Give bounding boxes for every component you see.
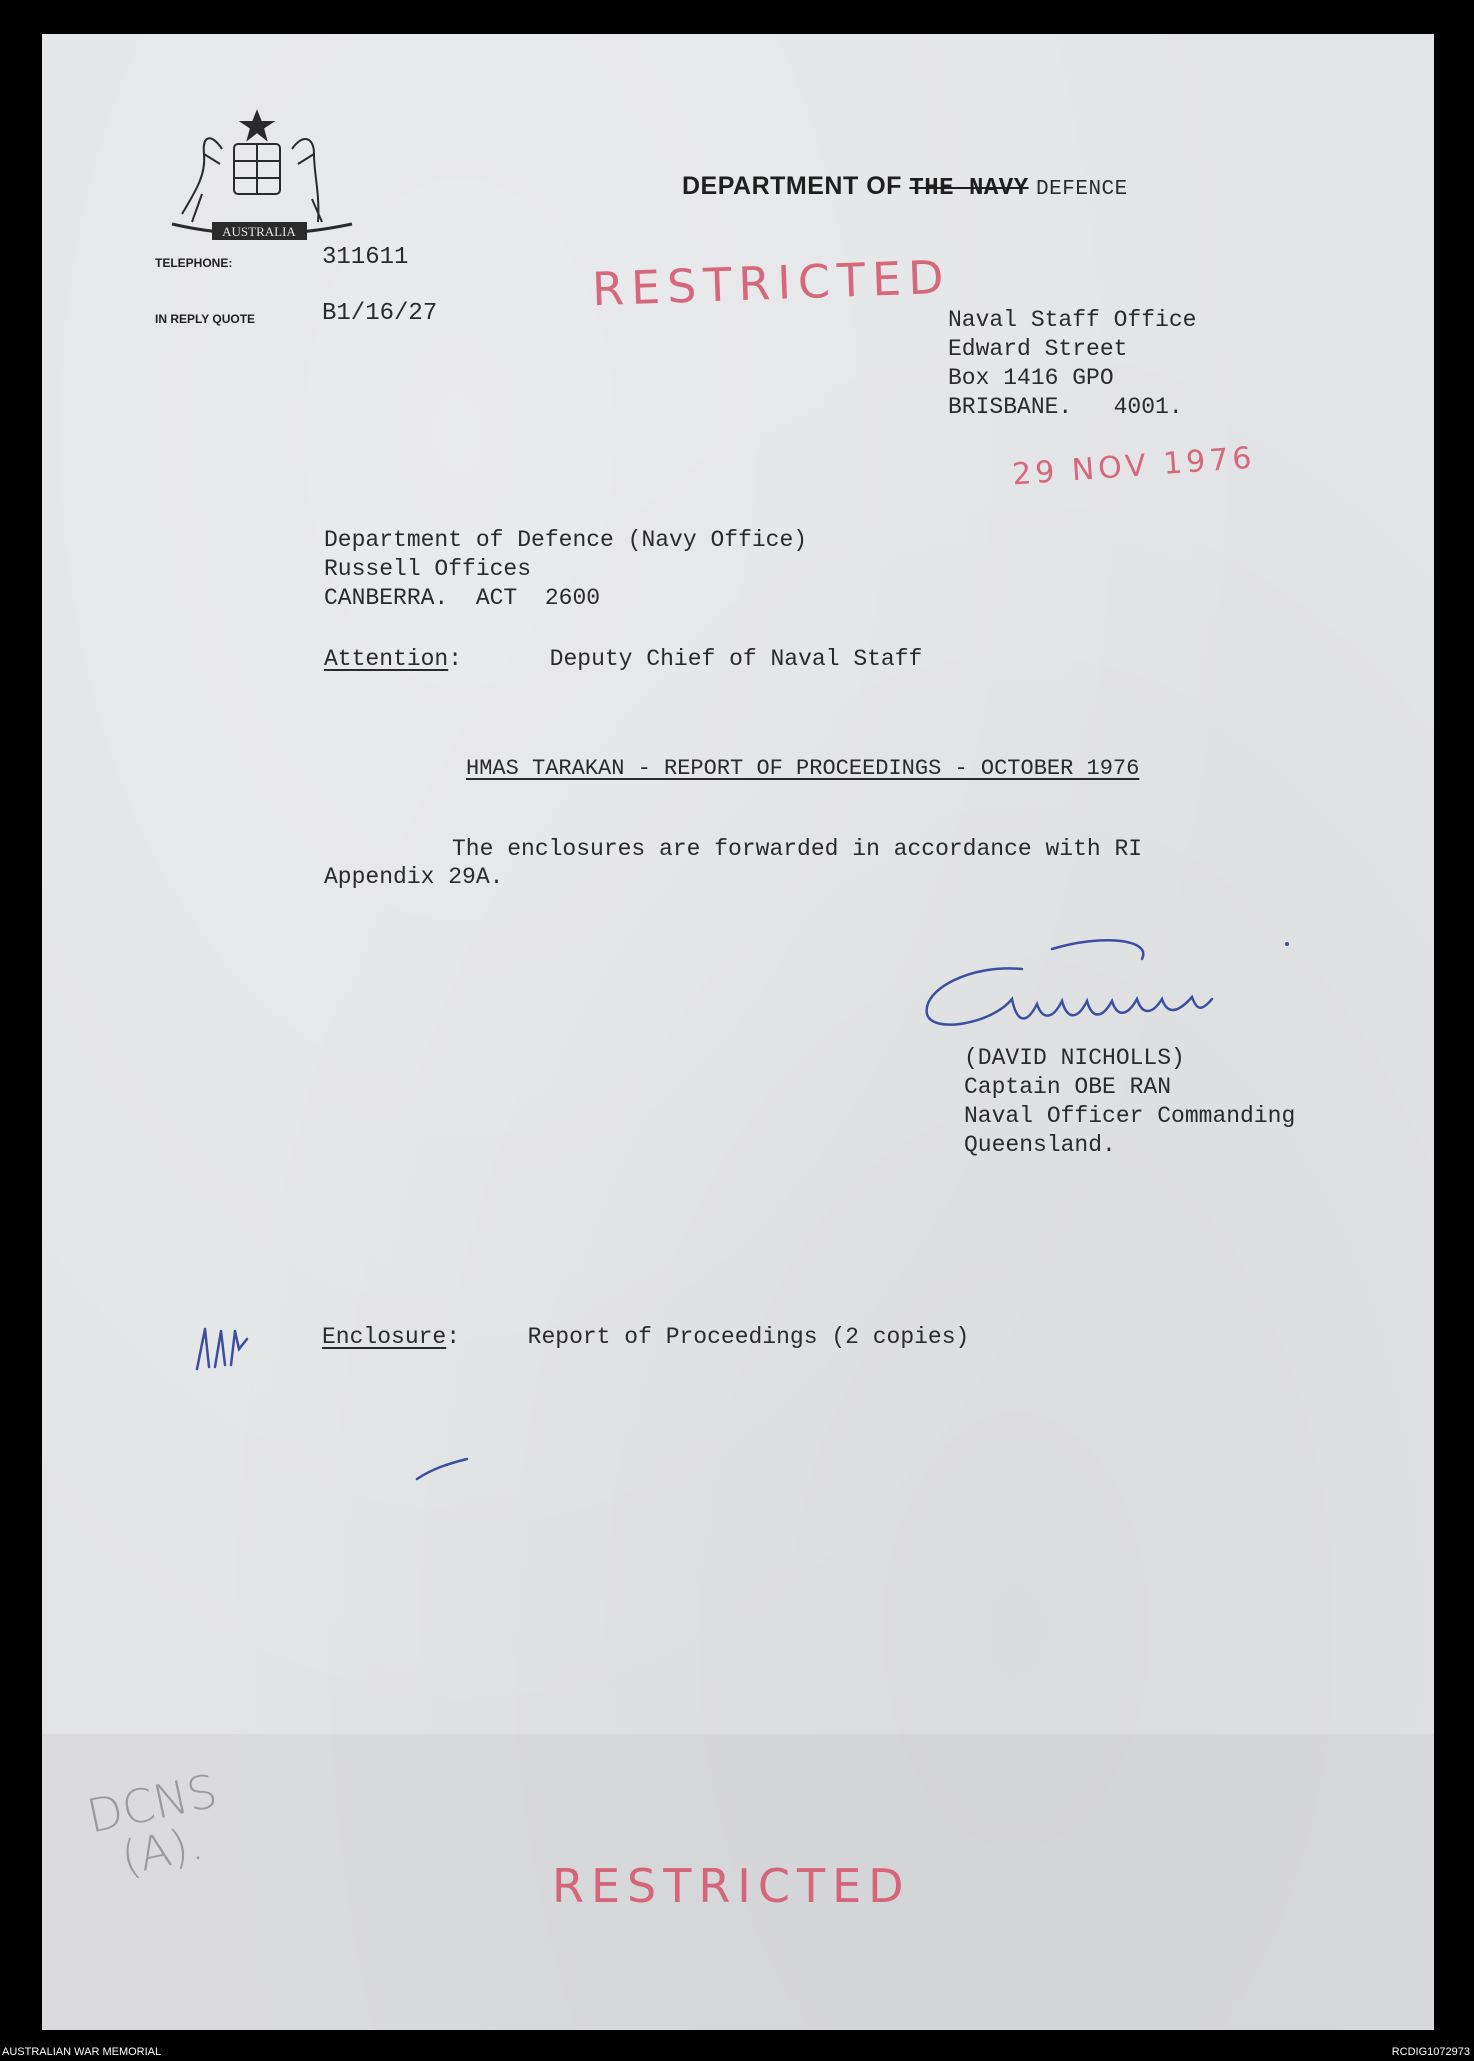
sender-address (948, 306, 1196, 422)
signatory-rank: Captain OBE RAN (964, 1074, 1172, 1100)
department-prefix: DEPARTMENT OF (682, 172, 902, 200)
enclosure-label: Enclosure (322, 1324, 447, 1350)
body-text-line: The enclosures are forwarded in accordance with RI (452, 836, 1143, 862)
sender-address-line: Edward Street (948, 336, 1128, 362)
restricted-stamp-top: RESTRICTED (591, 249, 952, 317)
department-suffix: DEFENCE (1036, 178, 1128, 201)
body-text-line: Appendix 29A. (324, 864, 504, 890)
footer-record-id: RCDIG1072973 (1391, 2046, 1470, 2058)
pencil-margin-note: DCNS (A). (82, 1763, 222, 1886)
recipient-address (324, 526, 807, 613)
footer-archive-name: AUSTRALIAN WAR MEMORIAL (2, 2046, 162, 2058)
signature-block (964, 1044, 1295, 1160)
telephone-value: 311611 (322, 244, 409, 271)
signatory-title: Naval Officer Commanding (964, 1103, 1296, 1129)
subject-line: HMAS TARAKAN - REPORT OF PROCEEDINGS - OCTOBER 1976 (466, 756, 1140, 781)
handwritten-initials (187, 1319, 257, 1379)
enclosure-line: Enclosure: Report of Proceedings (2 copies) (322, 1324, 970, 1350)
recipient-address-line: Department of Defence (Navy Office) (324, 527, 808, 553)
recipient-address-line: Russell Offices (324, 556, 532, 582)
australia-coat-of-arms-icon (142, 104, 382, 254)
reply-quote-label: IN REPLY QUOTE (155, 312, 256, 326)
enclosure-value: Report of Proceedings (2 copies) (527, 1324, 970, 1350)
signatory-region: Queensland. (964, 1132, 1116, 1158)
sender-address-line: Naval Staff Office (948, 307, 1197, 333)
sender-address-line: BRISBANE. 4001. (948, 394, 1183, 420)
recipient-address-line: CANBERRA. ACT 2600 (324, 585, 601, 611)
attention-value: Deputy Chief of Naval Staff (549, 646, 923, 672)
attention-line: Attention: Deputy Chief of Naval Staff (324, 646, 923, 672)
signatory-name: (DAVID NICHOLLS) (964, 1045, 1185, 1071)
document-page (42, 34, 1434, 2030)
restricted-stamp-bottom: RESTRICTED (552, 1859, 911, 1913)
struck-department-name: THE NAVY (909, 175, 1029, 202)
attention-label: Attention (324, 646, 449, 672)
sender-address-line: Box 1416 GPO (948, 365, 1114, 391)
crest-ribbon-text: AUSTRALIA (222, 224, 296, 239)
reply-quote-value: B1/16/27 (322, 300, 438, 327)
telephone-label: TELEPHONE: (155, 256, 233, 270)
handwritten-signature (902, 929, 1342, 1049)
stray-pen-mark (412, 1454, 472, 1484)
department-header (682, 172, 1128, 202)
date-received-stamp: 29 NOV 1976 (1011, 440, 1257, 493)
